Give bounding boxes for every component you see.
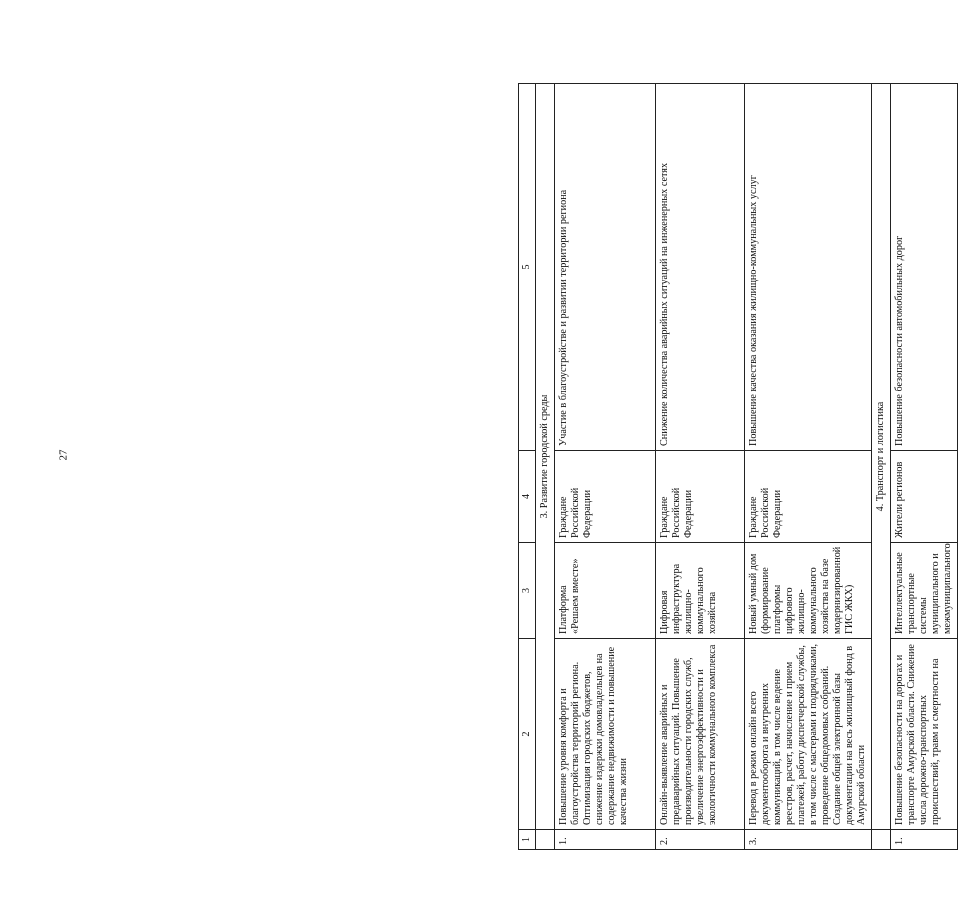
page-number: 27 xyxy=(57,449,70,461)
row-number: 1. xyxy=(555,830,656,850)
row-project: Интеллектуальные транспортные системы муниципального и межмуниципального xyxy=(891,543,958,639)
section-title: 4. Транспорт и логистика xyxy=(872,84,891,830)
header-cell-5: 5 xyxy=(519,84,536,451)
section-row-transport xyxy=(872,84,891,850)
rotated-table-container xyxy=(518,84,951,850)
section-title: 3. Развитие городской среды xyxy=(536,84,555,830)
row-number: 2. xyxy=(656,830,745,850)
table-row xyxy=(555,84,656,850)
row-effect: Повышение безопасности автомобильных дорог xyxy=(891,84,958,451)
row-project: Новый умный дом (формирование платформы цифрового жилищно-коммунального хозяйства на базе модернизированной ГИС ЖКХ) xyxy=(745,543,872,639)
section-row-urban xyxy=(536,84,555,850)
table-row xyxy=(745,84,872,850)
row-description: Онлайн-выявление аварийных и предаварийных ситуаций. Повышение производительности городских служб, увеличение энергоэффективности и экологичности коммунального комплекса xyxy=(656,639,745,830)
row-effect: Повышение качества оказания жилищно-коммунальных услуг xyxy=(745,84,872,451)
header-cell-1: 1 xyxy=(519,830,536,850)
measures-table xyxy=(518,83,958,850)
row-effect: Участие в благоустройстве и развитии территории региона xyxy=(555,84,656,451)
row-target: Жители регионов xyxy=(891,451,958,543)
row-number: 1. xyxy=(891,830,958,850)
row-target: Граждане Российской Федерации xyxy=(656,451,745,543)
header-cell-4: 4 xyxy=(519,451,536,543)
row-description: Повышение безопасности на дорогах и транспорте Амурской области. Снижение числа дорожно-транспортных происшествий, травм и смертности на xyxy=(891,639,958,830)
header-row xyxy=(519,84,536,850)
row-target: Граждане Российской Федерации xyxy=(555,451,656,543)
row-description: Перевод в режим онлайн всего документооборота и внутренних коммуникаций, в том числе ведение реестров, расчет, начисление и прием платежей, работу диспетчерской службы, в том числе с мастерами и подрядчиками, проведение общедомовых собраний. Создание общей электронной базы документации на весь жилищный фонд в Амурской области xyxy=(745,639,872,830)
row-target: Граждане Российской Федерации xyxy=(745,451,872,543)
row-number: 3. xyxy=(745,830,872,850)
table-row xyxy=(891,84,958,850)
row-project: Платформа «Решаем вместе» xyxy=(555,543,656,639)
table-row xyxy=(656,84,745,850)
header-cell-3: 3 xyxy=(519,543,536,639)
row-project: Цифровая инфраструктура жилищно-коммунального хозяйства xyxy=(656,543,745,639)
row-effect: Снижение количества аварийных ситуаций на инженерных сетях xyxy=(656,84,745,451)
row-description: Повышение уровня комфорта и благоустройства территорий региона. Оптимизация городских бюджетов, снижение издержки домовладельцев на содержание недвижимости и повышение качества жизни xyxy=(555,639,656,830)
header-cell-2: 2 xyxy=(519,639,536,830)
